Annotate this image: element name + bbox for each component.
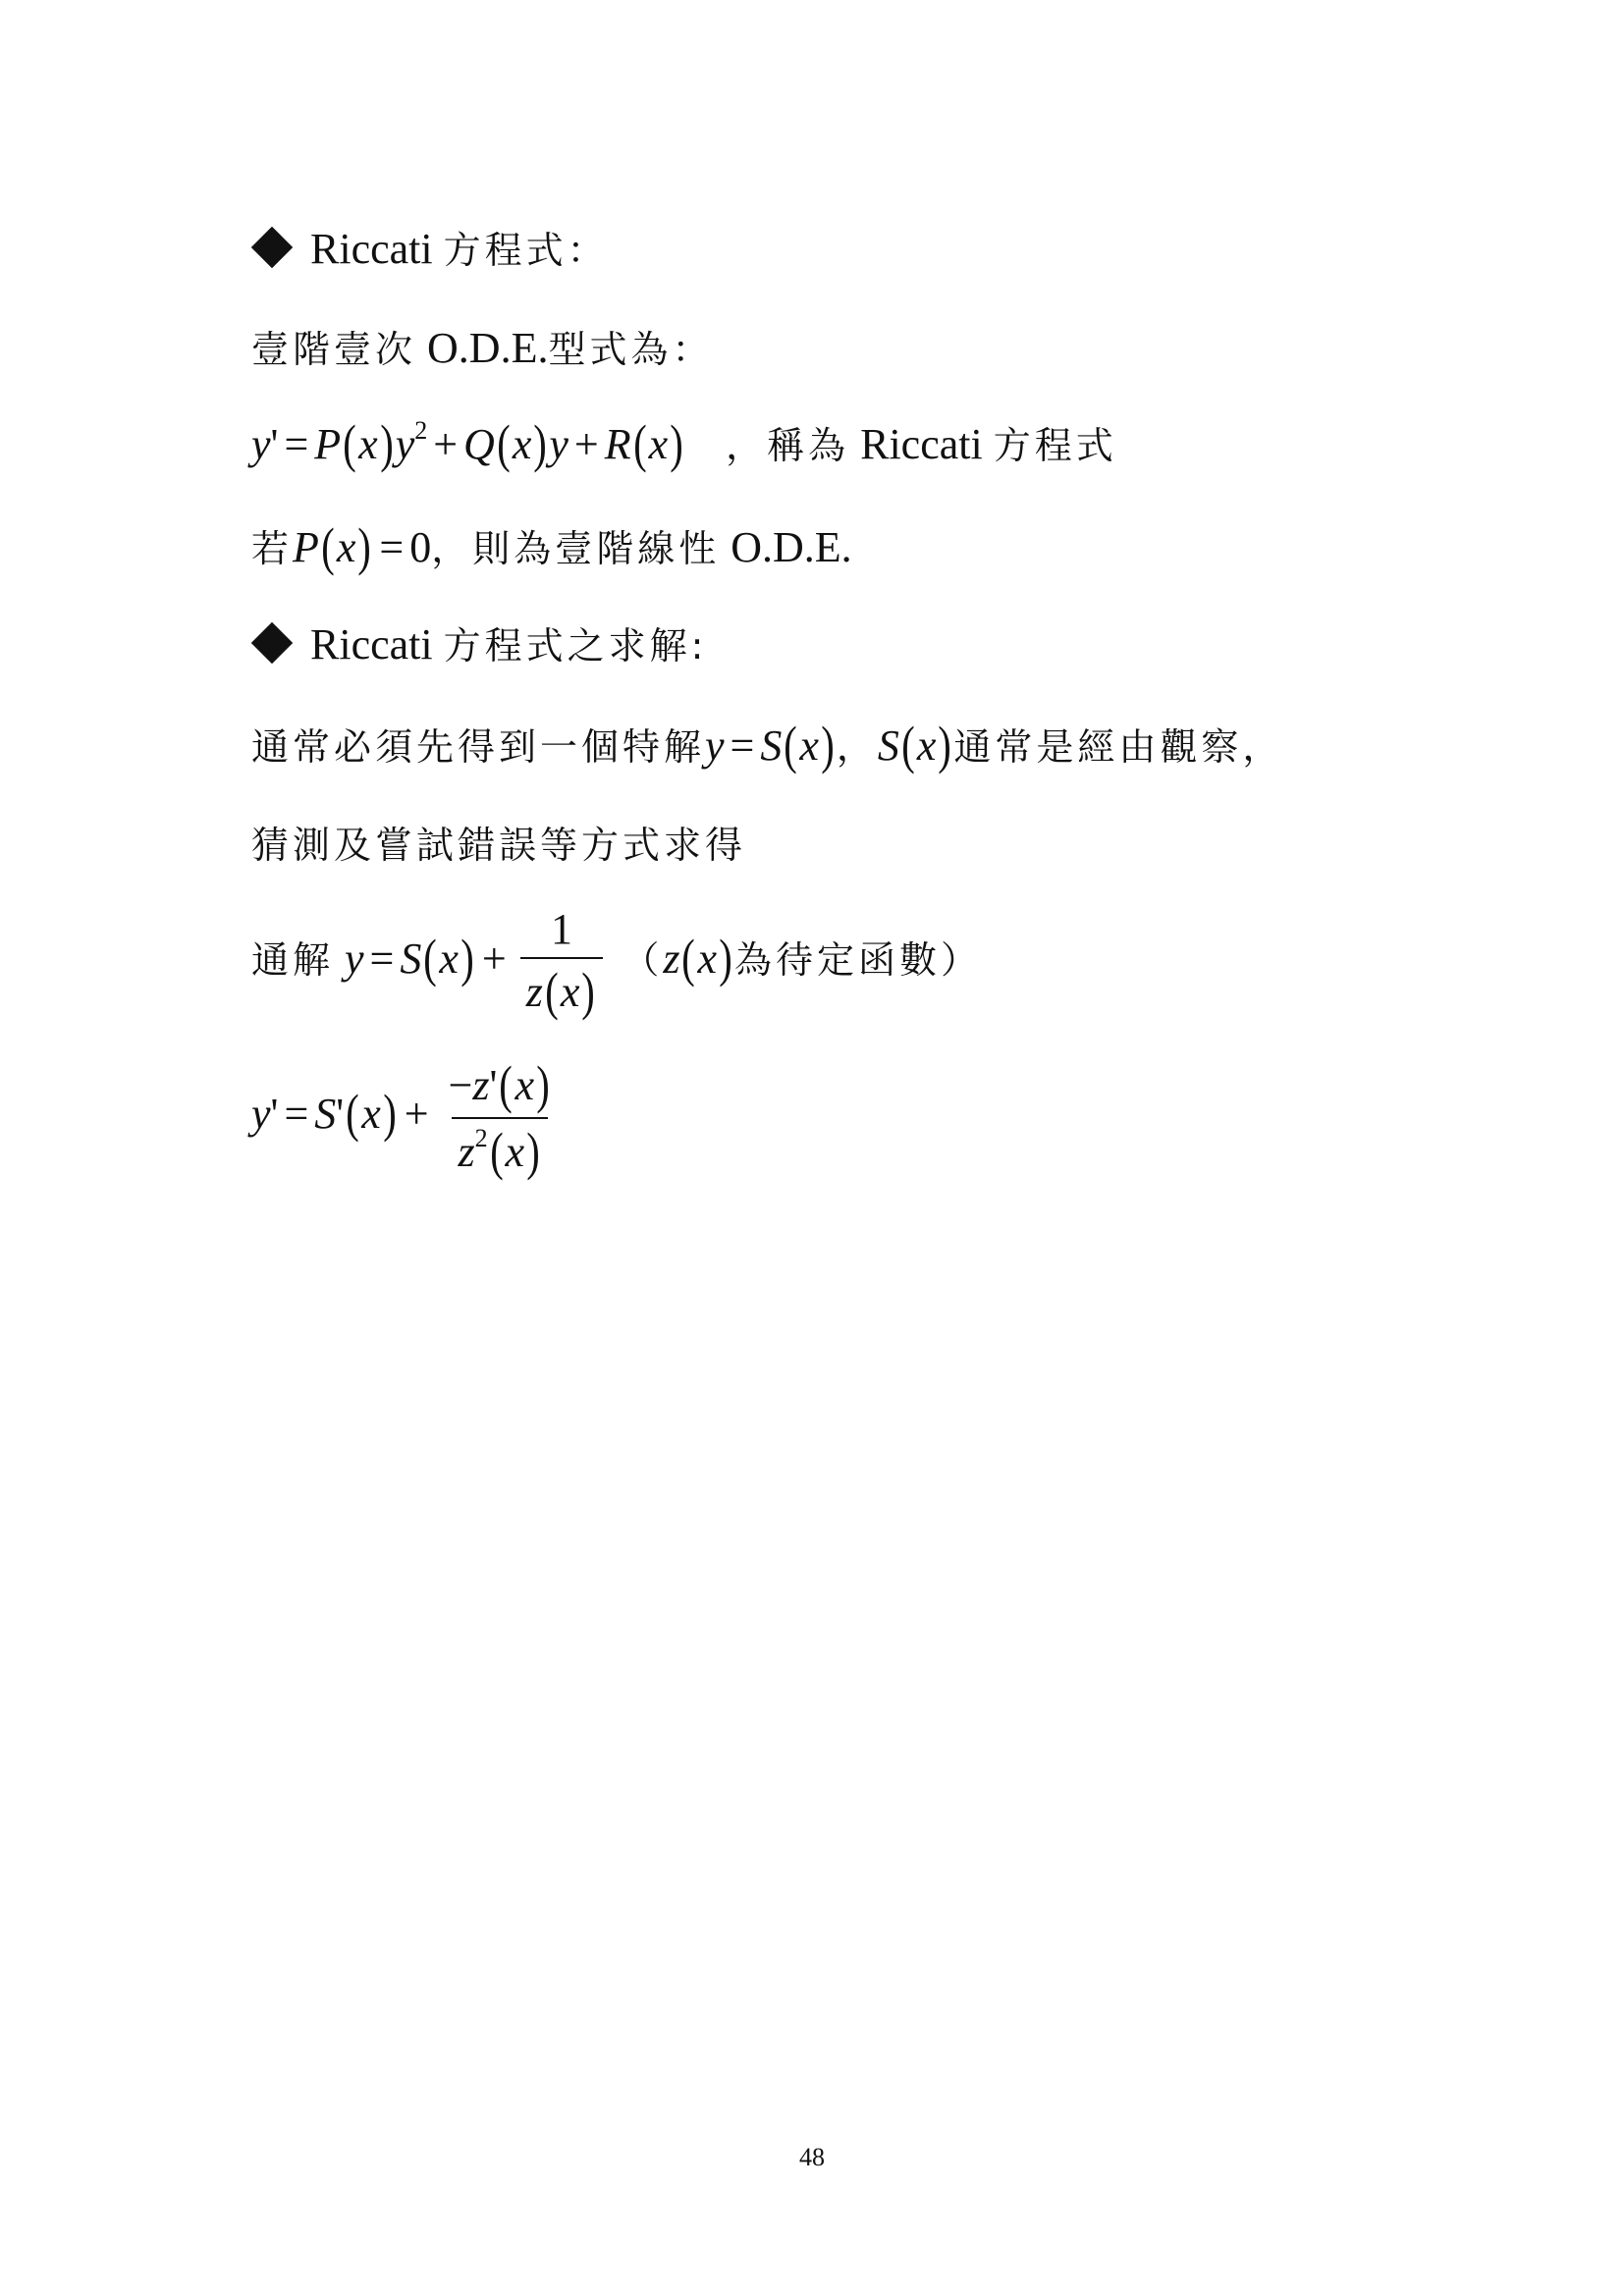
particular-text-a: 通常必須先得到一個特解 <box>251 725 706 769</box>
ode-label: O.D.E. <box>427 324 549 372</box>
heading-text: 方程式： <box>443 229 609 272</box>
riccati-name-2: Riccati <box>310 620 433 668</box>
riccati-equation <box>251 414 1117 473</box>
section-heading-riccati <box>251 225 609 273</box>
particular-math: y = S(x) <box>705 716 835 774</box>
form-intro <box>251 324 714 372</box>
linear-case-math: P(x) = 0 <box>293 517 432 576</box>
section-heading-solution <box>251 620 708 668</box>
linear-case-lead: 若 <box>251 527 294 570</box>
form-intro-text: 壹階壹次 <box>251 328 417 371</box>
particular-math-2: S(x) <box>877 716 952 774</box>
linear-case <box>251 517 852 576</box>
general-solution-lead: 通解 <box>251 938 335 983</box>
ode-label-2: O.D.E. <box>731 523 852 571</box>
diamond-bullet-icon <box>251 227 293 268</box>
particular-solution-line <box>251 716 1284 774</box>
equation-tail-end: 方程式 <box>993 424 1117 467</box>
general-solution-z: z(x) <box>663 929 732 988</box>
guessing-line <box>251 823 746 866</box>
riccati-name: Riccati <box>310 225 433 273</box>
general-solution-math: y = S(x) + $\frac{1}{z(x)}$ <box>334 934 622 983</box>
guessing-text: 猜測及嘗試錯誤等方式求得 <box>251 824 747 867</box>
general-solution-note: 為待定函數） <box>733 938 982 983</box>
riccati-name-inline: Riccati <box>860 420 983 468</box>
particular-text-c: 通常是經由觀察， <box>953 725 1284 769</box>
diamond-bullet-icon <box>251 622 293 664</box>
form-intro-tail: 型式為： <box>548 328 714 371</box>
derivative-equation: y' = S'(x) + $\frac{-z'(x)}{z^2(x)}$ <box>251 1055 550 1181</box>
linear-case-text: ，則為壹階線性 <box>431 527 721 570</box>
equation-math: $y' = P(x)y^2 + Q(x)y + R(x)$ <box>251 414 683 473</box>
page-number: 48 <box>799 2143 825 2171</box>
particular-text-b: ， <box>836 725 878 769</box>
equation-tail: ，稱為 <box>726 424 850 467</box>
general-solution-paren: （ <box>622 938 664 983</box>
general-solution <box>251 905 982 1021</box>
heading-text-2: 方程式之求解: <box>443 624 708 667</box>
